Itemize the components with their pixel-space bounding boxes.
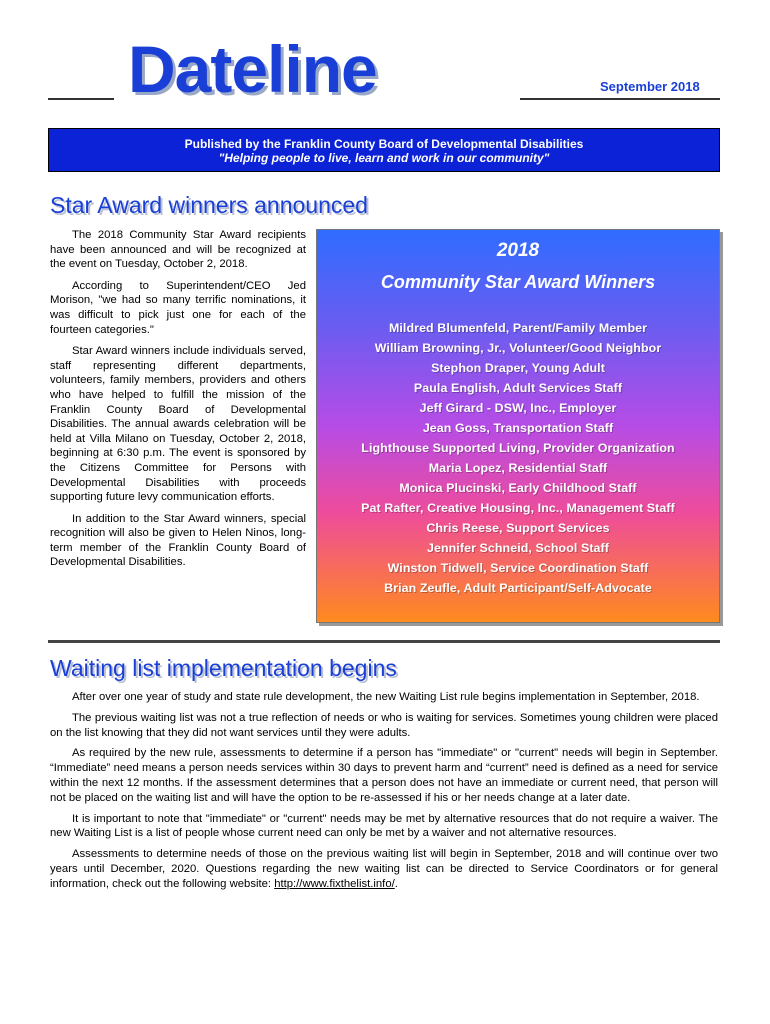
article-paragraph-final (50, 847, 718, 891)
article-paragraph: As required by the new rule, assessments to determine if a person has "immediate" or "current" needs will begin in September. “Immediate” need means a person needs services within 30 days to prevent harm and “current” need is defined as a need for service within the next 12 months. If the assessment determines that a person does not have an immediate or current need, that person will not be placed on the waiting list and will have the option to be re-assessed if his or her needs change at a later date. (50, 747, 718, 804)
masthead-rule-left (48, 98, 114, 100)
waiting-list-article-body (50, 690, 718, 898)
winners-list (317, 318, 719, 598)
newsletter-title: Dateline (128, 32, 377, 106)
winner-item: Mildred Blumenfeld, Parent/Family Member (388, 321, 648, 335)
winner-item: Jeff Girard - DSW, Inc., Employer (419, 401, 617, 415)
article-headline-star-award: Star Award winners announced (50, 192, 368, 218)
article-paragraph: According to Superintendent/CEO Jed Morison, "we had so many terrific nominations, it was difficult to pick just one for each of the fourteen categories." (50, 279, 306, 336)
fixthelist-link[interactable]: http://www.fixthelist.info/ (274, 877, 395, 890)
winner-item: Stephon Draper, Young Adult (431, 361, 605, 375)
article-headline-waiting-list: Waiting list implementation begins (50, 655, 397, 681)
winner-item: Monica Plucinski, Early Childhood Staff (399, 481, 637, 495)
article-paragraph: It is important to note that "immediate" or "current" needs may be met by alternative resources that do not require a waiver. The new Waiting List is a list of people whose current need can only be met by a waiver and not alternative resources. (50, 812, 718, 840)
winner-item: Pat Rafter, Creative Housing, Inc., Management Staff (361, 501, 675, 515)
tagline: "Helping people to live, learn and work in our community" (218, 151, 550, 165)
winner-item: William Browning, Jr., Volunteer/Good Neighbor (374, 341, 662, 355)
winner-item: Paula English, Adult Services Staff (413, 381, 623, 395)
final-period: . (394, 877, 398, 890)
winner-item: Jennifer Schneid, School Staff (426, 541, 609, 555)
winner-item: Chris Reese, Support Services (426, 521, 610, 535)
publisher-banner (48, 128, 720, 172)
winner-item: Maria Lopez, Residential Staff (428, 461, 608, 475)
issue-date: September 2018 (600, 79, 700, 94)
winner-item: Lighthouse Supported Living, Provider Organization (361, 441, 675, 455)
final-paragraph-text: Assessments to determine needs of those on the previous waiting list will begin in September, 2018 and will continue over two years until December, 2020. Questions regarding the new waiting list can be directed to Service Coordinators or for general information, check out the following website: (50, 848, 718, 890)
section-divider (48, 640, 720, 643)
article-paragraph: In addition to the Star Award winners, special recognition will also be given to Helen Ninos, long-term member of the Franklin County Board of Developmental Disabilities. (50, 512, 306, 569)
winner-item: Jean Goss, Transportation Staff (422, 421, 614, 435)
winner-item: Winston Tidwell, Service Coordination Staff (387, 561, 649, 575)
award-box-heading: Community Star Award Winners (380, 272, 656, 292)
article-paragraph: After over one year of study and state rule development, the new Waiting List rule begins implementation in September, 2018. (72, 691, 700, 703)
article-paragraph: The previous waiting list was not a true reflection of needs or who is waiting for services. Sometimes young children were placed on the list knowing that they did not want services until they were adults. (50, 711, 718, 739)
star-award-article-body (50, 228, 306, 577)
publisher-line: Published by the Franklin County Board of Developmental Disabilities (184, 137, 584, 151)
award-box-year: 2018 (496, 240, 540, 261)
article-paragraph: Star Award winners include individuals served, staff representing different departments, volunteers, family members, providers and others who have helped to fulfill the mission of the Franklin County Board of Developmental Disabilities. The annual awards celebration will be held at Villa Milano on Tuesday, October 2, 2018, beginning at 6:30 p.m. The event is sponsored by the Citizens Committee for Persons with Developmental Disabilities with proceeds supporting future levy communication efforts. (50, 345, 306, 504)
masthead-rule-right (520, 98, 720, 100)
winner-item: Brian Zeufle, Adult Participant/Self-Advocate (384, 581, 652, 595)
award-winners-box (316, 229, 720, 623)
article-paragraph: The 2018 Community Star Award recipients have been announced and will be recognized at the event on Tuesday, October 2, 2018. (50, 229, 306, 271)
